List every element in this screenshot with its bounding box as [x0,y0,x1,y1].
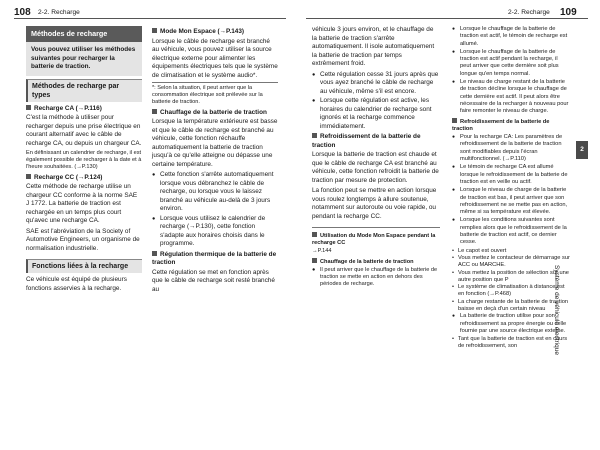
condition-item: • Tant que la batterie de traction est en cours de refroidissement, son [452,336,570,351]
paragraph-mode: Lorsque le câble de recharge est branché au véhicule, vous pouvez utiliser la source électrique externe pour alimenter les équipements électriques tels que le système de climatisation et le système audio*. [152,37,278,79]
paragraph-cc: Cette méthode de recharge utilise un chargeur CC conforme à la norme SAE J 1772. La batterie de traction est rechargée en un temps plus court qu'avec une recharge CA. [26,183,138,225]
paragraph-regulation-cont: véhicule 3 jours environ, et le chauffage de la batterie de traction s'arrête automatiquement. Il isole automatiquement la batterie de traction par temps extrêmement froid. [312,26,435,67]
condition-item: • Le système de climatisation à distance est en fonction (→P.468) [452,284,570,299]
paragraph-refroidissement: Lorsque la batterie de traction est chaude et que le câble de recharge CA est branché au véhicule, cette fonction refroidit la batterie de traction par mesure de protection. [312,151,439,184]
square-bullet-icon [312,258,317,263]
square-bullet-icon [452,118,457,123]
note-item: ● Lorsque le niveau de charge de la batterie de traction est bas, il peut arriver que son refroidissement ne se mette pas en action, même si sa température est élevée. [452,187,570,216]
note-item: ● Lorsque le chauffage de la batterie de traction est actif, le témoin de recharge est allumé. [452,26,570,48]
chapter-side-title: Système de véhicule électrique [553,265,560,355]
condition-item: • Vous mettez la position de sélection sur une autre position que P [452,270,570,285]
paragraph-regulation: Cette régulation se met en fonction après que le câble de recharge soit resté branché au [152,268,275,293]
note-item: ● Lorsque les conditions suivantes sont remplies alors que le refroidissement de la batterie de traction est actif, ce dernier cesse. [452,217,570,246]
note-item: ● Lorsque le chauffage de la batterie de traction est actif pendant la recharge, il peut arriver que cette dernière soit plus longue qu'en temps normal. [452,49,570,78]
column-1 [26,26,142,295]
page-number-left: 108 [14,7,31,18]
paragraph-ca: C'est la méthode à utiliser pour recharger depuis une prise électrique en courant alternatif avec le câble de recharge CA, ou depuis un chargeur CA. [26,114,142,147]
header-rule-left [14,18,286,19]
paragraph-sae: SAE est l'abréviation de la Society of Automotive Engineers, un organisme de normalisation industrielle. [26,227,140,252]
header-rule-right [306,18,588,19]
square-bullet-icon [152,251,157,256]
square-bullet-icon [26,174,31,179]
column-3 [312,26,440,289]
paragraph-fonctions: Ce véhicule est équipé de plusieurs fonctions asservies à la recharge. [26,276,127,292]
footnote-mode: *: Selon la situation, il peut arriver que la consommation électrique soit prélevée sur la batterie de traction. [152,82,278,107]
note-item: ● Le niveau de charge restant de la batterie de traction décline lorsque le chauffage de cette dernière est actif. Il peut alors être nécessaire de la recharger à nouveau pour faire remonter le niveau de charge. [452,79,570,115]
square-bullet-icon [152,109,157,114]
note-heading-utilisation: Utilisation du Mode Mon Espace pendant la recharge CC [312,233,436,247]
bullet-regulation-2: ● Lorsque cette régulation est active, les horaires du calendrier de recharge sont ignorés et la recharge commence immédiatement. [312,97,440,131]
bullet-chauffage-1: ● Cette fonction s'arrête automatiquement lorsque vous débranchez le câble de recharge, ou lorsque vous le laissez branché au véhicule au-delà de 3 jours environ. [152,171,278,214]
running-header-left: 2-2. Recharge [38,9,80,16]
paragraph-refroidissement-2: La fonction peut se mettre en action lorsque vous roulez longtemps à allure soutenue, notamment sur autoroute ou voie rapide, ou pendant la recharge CC. [312,187,437,220]
subheading-regulation: Régulation thermique de la batterie de traction [152,250,277,267]
subheading-refroidissement: Refroidissement de la batterie de traction [312,133,421,149]
section-title-fonctions: Fonctions liées à la recharge [26,259,142,273]
subheading-chauffage: Chauffage de la batterie de traction [152,109,278,118]
section-title-methodes: Méthodes de recharge [26,26,142,42]
note-heading-refroidissement: Refroidissement de la batterie de traction [452,118,550,132]
note-bullet-chauffage: ● Il peut arriver que le chauffage de la batterie de traction se mette en action en dehors des périodes de recharge. [312,267,440,289]
note-item: ● La batterie de traction utilise pour son refroidissement sa propre énergie ou celle fournie par une source électrique externe. [452,313,570,335]
subheading-mode-mon-espace: Mode Mon Espace (→P.143) [152,28,278,37]
square-bullet-icon [152,28,157,33]
condition-item: • La charge restante de la batterie de traction baisse en deçà d'un certain niveau [452,299,570,314]
note-heading-chauffage: Chauffage de la batterie de traction [312,258,440,266]
note-item: ● Pour la recharge CA: Les paramètres de refroidissement de la batterie de traction sont modifiables depuis l'écran multifonctionnel. (→P.110) [452,134,570,163]
subheading-recharge-cc: Recharge CC (→P.124) [26,174,142,183]
page-number-right: 109 [560,7,577,18]
note-ca-calendar: En définissant un calendrier de recharge, il est également possible de recharger à la date et à l'heure souhaitées. (→P.130) [26,150,142,171]
bullet-chauffage-2: ● Lorsque vous utilisez le calendrier de recharge (→P.130), cette fonction s'adapte aux horaires choisis dans le programme. [152,215,278,249]
note-block [312,227,440,288]
bullet-regulation-1: ● Cette régulation cesse 31 jours après que vous ayez branché le câble de recharge au véhicule, même s'il est encore. [312,71,440,97]
chapter-tab: 2 [576,141,588,159]
column-2 [152,26,278,296]
intro-box: Vous pouvez utiliser les méthodes suivantes pour recharger la batterie de traction. [26,42,142,76]
square-bullet-icon [312,133,317,138]
note-item: ● Le témoin de recharge CA est allumé lorsque le refroidissement de la batterie de traction est en veille ou actif. [452,164,570,186]
subheading-recharge-ca: Recharge CA (→P.116) [26,105,142,114]
condition-item: • Le capot est ouvert [452,248,570,255]
square-bullet-icon [26,105,31,110]
section-title-types: Méthodes de recharge par types [26,79,142,102]
running-header-right: 2-2. Recharge [508,9,550,16]
note-ref-utilisation: →P.144 [312,248,332,255]
condition-item: • Vous mettez le contacteur de démarrage sur ACC ou MARCHE. [452,255,570,270]
square-bullet-icon [312,232,317,237]
paragraph-chauffage: Lorsque la température extérieure est basse et que le câble de recharge est branché au véhicule, cette fonction réchauffe automatiquement la batterie de traction jusqu'à ce qu'elle atteigne ou dépasse une certaine température. [152,118,278,168]
